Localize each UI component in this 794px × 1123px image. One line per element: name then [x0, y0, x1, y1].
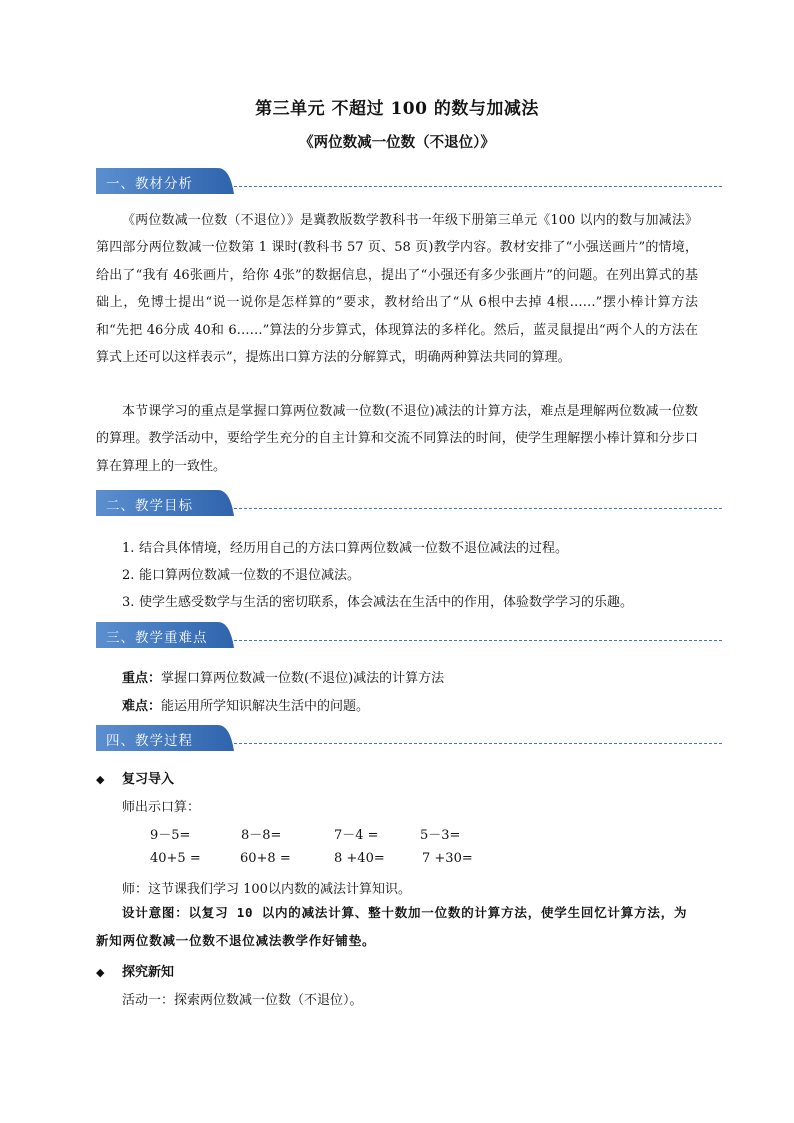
key-point [122, 667, 444, 686]
review-heading [96, 768, 174, 787]
doc-title: 第三单元 不超过 100 的数与加减法 [255, 99, 539, 119]
analysis-paragraph-2: 本节课学习的重点是掌握口算两位数减一位数(不退位)减法的计算方法，难点是理解两位数减一位数的算理。教学活动中，要给学生充分的自主计算和交流不同算法的时间，使学生理解摆小棒计算和分步口算在算理上的一致性。 [96, 404, 698, 474]
goal-item [122, 537, 568, 556]
calc-item: 9－5= [150, 828, 191, 843]
goal-number: 2. [122, 568, 135, 583]
doc-subtitle: 《两位数减一位数（不退位）》 [299, 134, 495, 151]
goal-number: 1. [122, 541, 135, 556]
goal-item [122, 591, 633, 610]
section-label: 一、教材分析 [106, 176, 193, 192]
goal-number: 3. [122, 595, 135, 610]
explore-title: 探究新知 [122, 965, 175, 980]
section-divider [234, 186, 722, 187]
section-divider [234, 508, 722, 509]
section-label: 四、教学过程 [106, 733, 193, 749]
teacher-line: 师：这节课我们学习 100以内数的减法计算知识。 [122, 882, 411, 897]
calc-item: 7 +30= [422, 851, 473, 866]
explore-heading [96, 961, 174, 980]
section-header-analysis [96, 168, 722, 194]
section-label: 二、教学目标 [106, 498, 193, 514]
goal-text: 结合具体情境，经历用自己的方法口算两位数减一位数不退位减法的过程。 [139, 541, 569, 556]
calc-item: 5－3= [420, 828, 461, 843]
activity-1: 活动一：探索两位数减一位数（不退位）。 [122, 993, 363, 1008]
section-header-goals [96, 490, 722, 516]
calc-item: 60+8 = [240, 851, 291, 866]
section-header-process [96, 725, 722, 751]
calc-item: 8－8= [241, 828, 282, 843]
difficult-point-label: 难点： [122, 699, 162, 714]
diamond-bullet-icon: ◆ [96, 966, 105, 979]
section-header-keypoints [96, 622, 722, 648]
design-intent: 设计意图：以复习 10 以内的减法计算、整十数加一位数的计算方法，使学生回忆计算方法，为新知两位数减一位数不退位减法教学作好铺垫。 [96, 905, 688, 948]
goal-text: 使学生感受数学与生活的密切联系，体会减法在生活中的作用，体验数学学习的乐趣。 [139, 595, 634, 610]
difficult-point [122, 695, 369, 714]
review-title: 复习导入 [122, 772, 175, 787]
calc-item: 40+5 = [150, 851, 201, 866]
key-point-label: 重点： [122, 671, 162, 686]
calc-item: 8 +40= [334, 851, 385, 866]
key-point-text: 掌握口算两位数减一位数(不退位)减法的计算方法 [161, 671, 445, 686]
diamond-bullet-icon: ◆ [96, 773, 105, 786]
analysis-paragraph-1: 《两位数减一位数（不退位）》是冀教版数学教科书一年级下册第三单元《100 以内的数与加减法》第四部分两位数减一位数第 1 课时(教科书 57 页、58 页)教学内容。教材安排了“小强送画片”的情境，给出了“我有 46张画片，给你 4张”的数据信息，提出了“小强还有多少张画片”的问题。在列出算式的基础上，免博士提出“说一说你是怎样算的”要求，教材给出了“从 6根中去掉 4根……”摆小棒计算方法和“先把 46分成 40和 6……”算法的分步算式，体现算法的多样化。然后，蓝灵鼠提出“两个人的方法在算式上还可以这样表示”，提炼出口算方法的分解算式，明确两种算法共同的算理。 [96, 213, 698, 366]
review-intro: 师出示口算： [122, 800, 201, 815]
section-divider [234, 640, 722, 641]
section-label: 三、教学重难点 [106, 630, 208, 646]
goal-item [122, 564, 360, 583]
difficult-point-text: 能运用所学知识解决生活中的问题。 [161, 699, 370, 714]
goal-text: 能口算两位数减一位数的不退位减法。 [139, 568, 361, 583]
section-divider [234, 743, 722, 744]
calc-item: 7－4 = [334, 828, 379, 843]
